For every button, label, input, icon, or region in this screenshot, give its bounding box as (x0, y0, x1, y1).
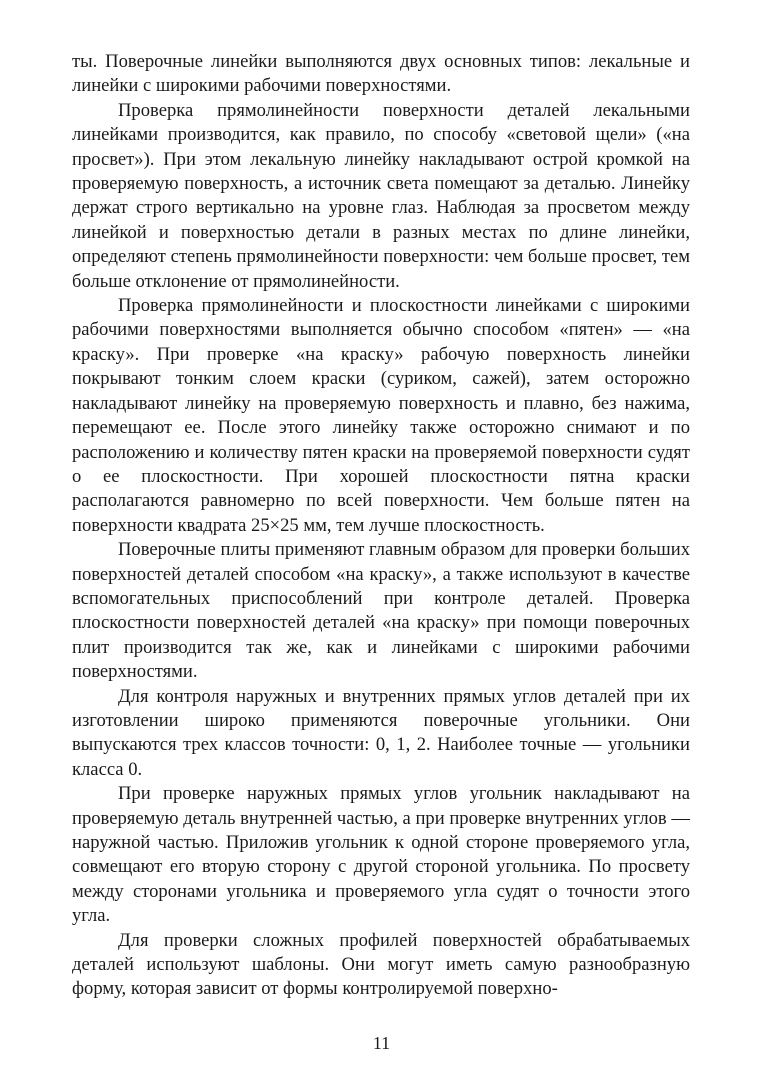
paragraph-1: ты. Поверочные линейки выполняются двух основных типов: лекальные и линейки с широкими рабочими поверхностями. (72, 51, 690, 97)
page-body (72, 50, 690, 1002)
paragraph-7: Для проверки сложных профилей поверхностей обрабатываемых деталей используют шаблоны. Они могут иметь самую разнообразную форму, которая зависит от формы контролируемой поверхно- (72, 929, 690, 1000)
paragraph-4: Поверочные плиты применяют главным образом для проверки больших поверхностей деталей способом «на краску», а также используют в качестве вспомогательных приспособлений при контроле деталей. Проверка плоскостности поверхностей деталей «на краску» при помощи поверочных плит производится так же, как и линейками с широкими рабочими поверхностями. (72, 539, 690, 683)
paragraph-2: Проверка прямолинейности поверхности деталей лекальными линейками производится, как правило, по способу «световой щели» («на просвет»). При этом лекальную линейку накладывают острой кромкой на проверяемую поверхность, а источник света помещают за деталью. Линейку держат строго вертикально на уровне глаз. Наблюдая за просветом между линейкой и поверхностью детали в разных местах по длине линейки, определяют степень прямолинейности поверхности: чем больше просвет, тем больше отклонение от прямолинейности. (72, 99, 690, 292)
paragraph-6: При проверке наружных прямых углов угольник накладывают на проверяемую деталь внутренней частью, а при проверке внутренних углов — наружной частью. Приложив угольник к одной стороне проверяемого угла, совмещают его вторую сторону с другой стороной угольника. По просвету между сторонами угольника и проверяемого угла судят о точности этого угла. (72, 783, 690, 927)
page-number: 11 (372, 1033, 391, 1053)
paragraph-5: Для контроля наружных и внутренних прямых углов деталей при их изготовлении широко применяются поверочные угольники. Они выпускаются трех классов точности: 0, 1, 2. Наиболее точные — угольники класса 0. (72, 685, 690, 780)
paragraph-3: Проверка прямолинейности и плоскостности линейками с широкими рабочими поверхностями выполняется обычно способом «пятен» — «на краску». При проверке «на краску» рабочую поверхность линейки покрывают тонким слоем краски (суриком, сажей), затем осторожно накладывают линейку на проверяемую поверхность и плавно, без нажима, перемещают ее. После этого линейку также осторожно снимают и по расположению и количеству пятен краски на проверяемой поверхности судят о ее плоскостности. При хорошей плоскостности пятна краски располагаются равномерно по всей поверхности. Чем больше пятен на поверхности квадрата 25×25 мм, тем лучше плоскостность. (72, 295, 690, 536)
